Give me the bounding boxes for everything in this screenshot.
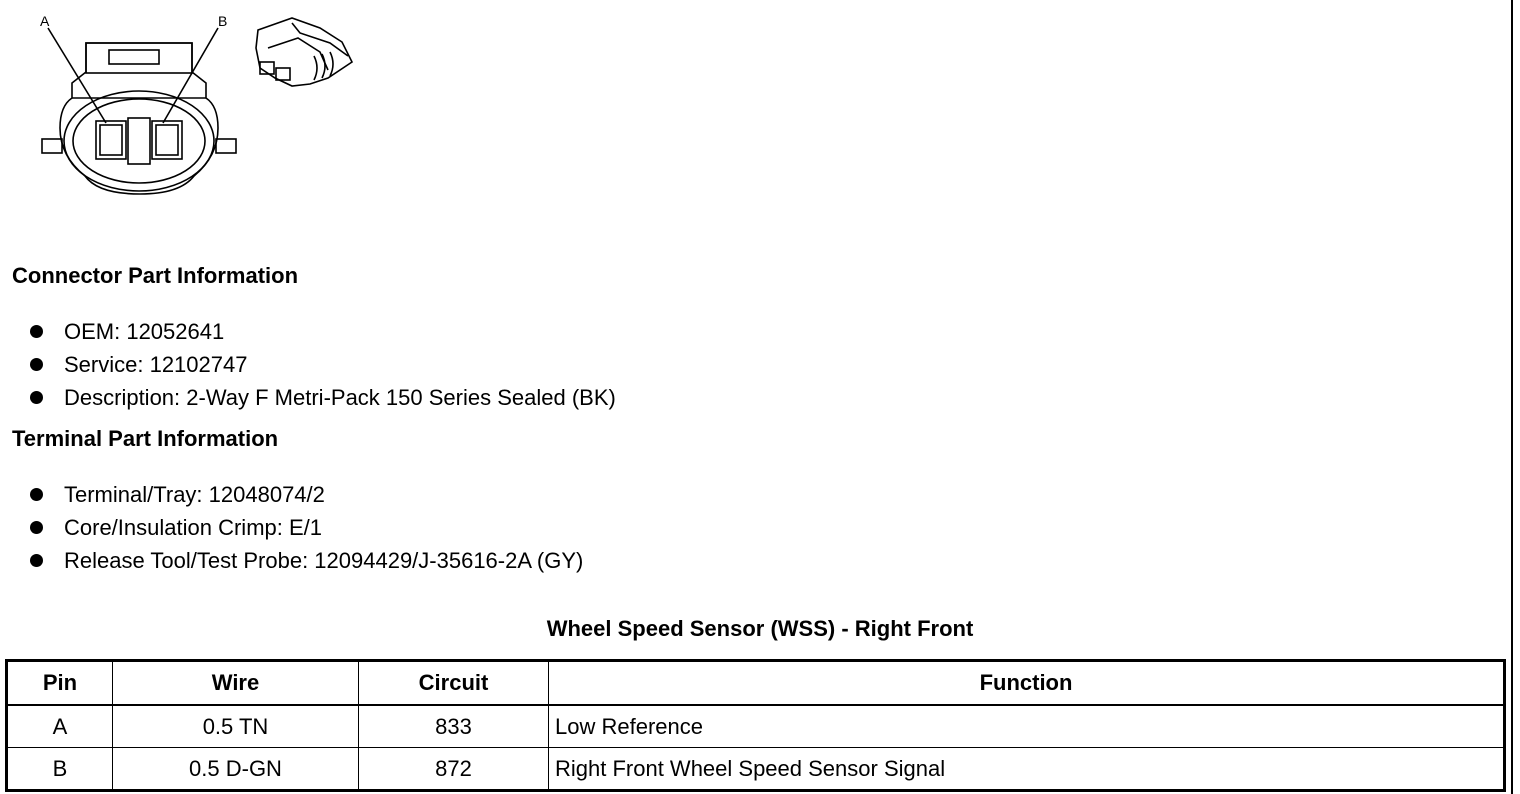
cell-pin: B <box>7 748 113 791</box>
header-wire: Wire <box>113 661 359 706</box>
terminal-info-heading: Terminal Part Information <box>12 426 279 451</box>
list-item <box>28 544 583 577</box>
terminal-tray: Terminal/Tray: 12048074/2 <box>64 482 325 507</box>
list-item <box>28 381 616 414</box>
pin-a-label: A <box>40 13 50 29</box>
connector-info-list <box>28 315 616 414</box>
page-right-border <box>1511 0 1513 794</box>
table-header-row <box>7 661 1505 706</box>
connector-info-heading: Connector Part Information <box>12 263 299 288</box>
table-row <box>7 748 1505 791</box>
list-item <box>28 348 616 381</box>
list-item <box>28 478 583 511</box>
pinout-table <box>5 659 1506 792</box>
terminal-crimp: Core/Insulation Crimp: E/1 <box>64 515 322 540</box>
cell-wire: 0.5 TN <box>113 705 359 748</box>
list-item <box>28 511 583 544</box>
terminal-release-tool: Release Tool/Test Probe: 12094429/J-35616-2A (GY) <box>64 548 584 573</box>
bullet-icon <box>30 488 43 501</box>
list-item <box>28 315 616 348</box>
pin-b-label: B <box>218 13 228 29</box>
bullet-icon <box>30 554 43 567</box>
bullet-icon <box>30 391 43 404</box>
bullet-icon <box>30 521 43 534</box>
connector-diagram <box>30 8 370 203</box>
bullet-icon <box>30 358 43 371</box>
cell-circuit: 872 <box>359 748 549 791</box>
connector-oem: OEM: 12052641 <box>64 319 225 344</box>
table-row <box>7 705 1505 748</box>
table-title: Wheel Speed Sensor (WSS) - Right Front <box>546 616 974 641</box>
cell-wire: 0.5 D-GN <box>113 748 359 791</box>
connector-description: Description: 2-Way F Metri-Pack 150 Series Sealed (BK) <box>64 385 616 410</box>
cell-pin: A <box>7 705 113 748</box>
header-function: Function <box>549 661 1505 706</box>
bullet-icon <box>30 325 43 338</box>
terminal-info-list <box>28 478 583 577</box>
cell-circuit: 833 <box>359 705 549 748</box>
header-pin: Pin <box>7 661 113 706</box>
cell-function: Right Front Wheel Speed Sensor Signal <box>549 748 1505 791</box>
cell-function: Low Reference <box>549 705 1505 748</box>
header-circuit: Circuit <box>359 661 549 706</box>
connector-service: Service: 12102747 <box>64 352 248 377</box>
